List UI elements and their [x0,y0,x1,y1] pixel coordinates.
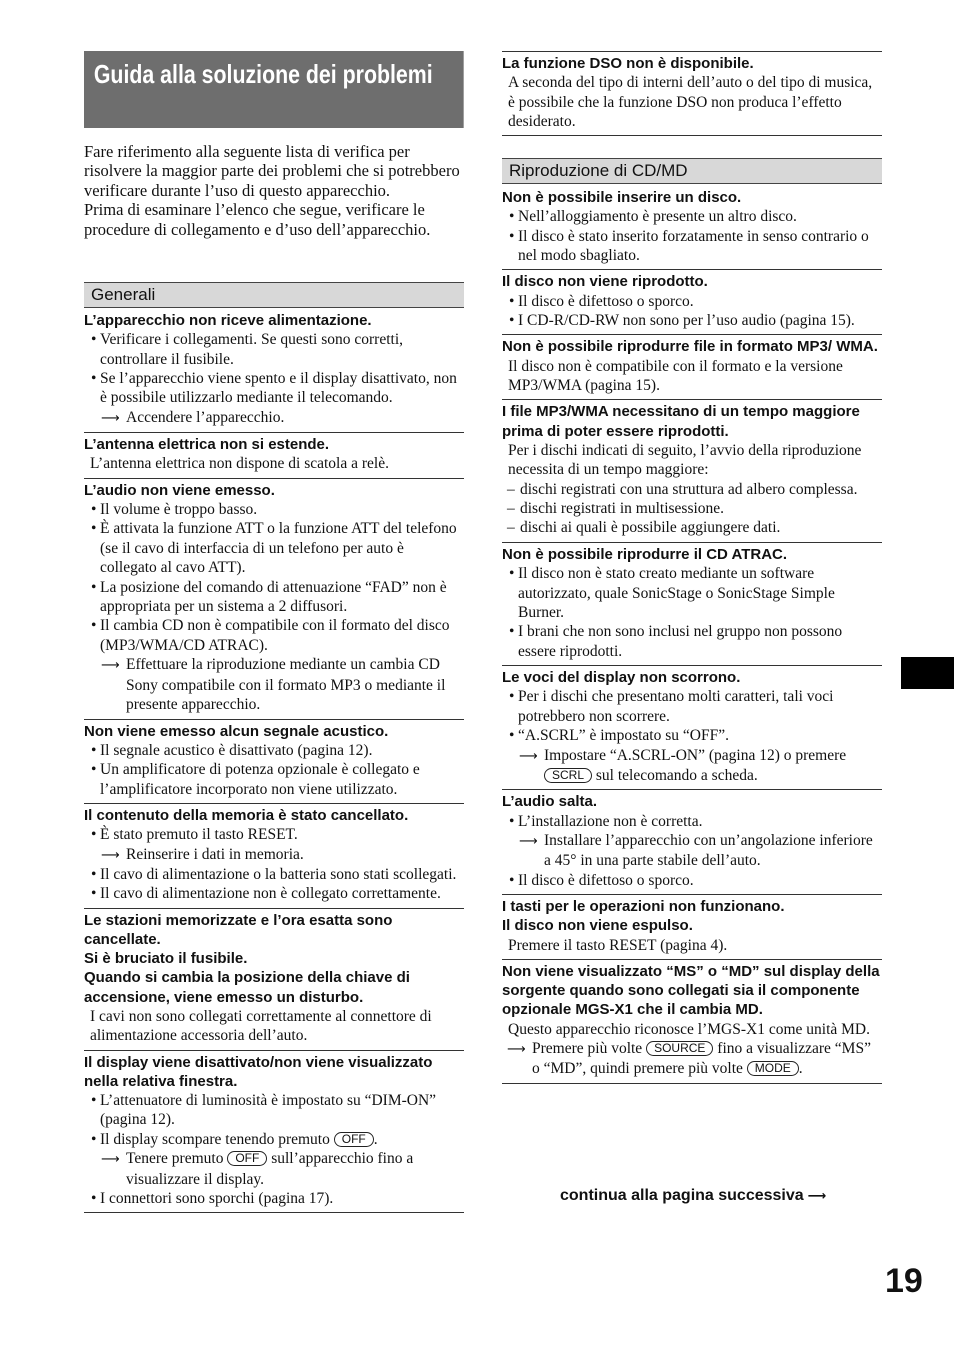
block-heading: I tasti per le operazioni non funzionano. [502,898,785,916]
troubleshooting-block [84,479,464,720]
bullet-item: • Il volume è troppo basso. [84,500,464,519]
troubleshooting-block [502,895,882,960]
body-text: Questo apparecchio riconosce l’MGS-X1 come unità MD. [508,1020,870,1038]
remedy-item: ⟶ Impostare “A.SCRL-ON” (pagina 12) o premere SCRL sul telecomando a scheda. [519,746,847,784]
arrow-right-icon: ⟶ [101,410,120,426]
block-heading: La funzione DSO non è disponibile. [502,55,754,72]
body-text: A seconda del tipo di interni dell’auto o del tipo di musica, è possibile che la funzione DSO non produca l’effetto desiderato. [508,74,873,131]
button-key-label: SCRL [544,768,592,783]
button-key-label: SOURCE [646,1041,713,1056]
arrow-right-icon: ⟶ [101,1152,120,1168]
arrow-right-icon: ⟶ [507,1042,526,1058]
bullet-item: • I connettori sono sporchi (pagina 17). [84,1189,464,1208]
remedy-item: ⟶ Installare l’apparecchio con un’angolazione inferiore a 45° in una parte stabile dell’auto. [519,831,873,870]
troubleshooting-block [502,790,882,895]
bullet-item: • L’installazione non è corretta. [502,812,882,831]
bullet-item: • Il disco non è stato creato mediante un software autorizzato, quale SonicStage o SonicStage Simple Burner. [502,564,882,622]
continue-note [560,1187,826,1205]
body-text: Il disco non è compatibile con il formato e la versione MP3/WMA (pagina 15). [508,357,843,395]
troubleshooting-block [84,309,464,433]
page-number: 19 [885,1262,923,1300]
section-header-generali: Generali [84,282,464,308]
button-key-label: OFF [227,1151,267,1166]
section-header-cdmd: Riproduzione di CD/MD [502,158,882,184]
block-heading: Il disco non viene espulso. [502,917,693,935]
troubleshooting-block [502,52,882,136]
right-troubleshooting-list [502,186,882,1084]
block-heading: Non viene emesso alcun segnale acustico. [84,722,389,740]
dash-item: – dischi ai quali è possibile aggiungere dati. [502,518,882,537]
bullet-item: • Il cavo di alimentazione non è collegato correttamente. [84,884,464,903]
block-heading: Non è possibile inserire un disco. [502,189,742,206]
language-tab-marker [901,657,954,689]
bullet-item: • Il display scompare tenendo premuto OFF . [84,1130,464,1149]
block-heading: Le voci del display non scorrono. [502,669,741,687]
remedy-item: ⟶ Reinserire i dati in memoria. [84,845,464,865]
block-heading: L’audio non viene emesso. [84,481,275,499]
page-title: Guida alla soluzione dei problemi [84,51,464,128]
bullet-item: • “A.SCRL” è impostato su “OFF”. [502,726,882,745]
intro-paragraph: Fare riferimento alla seguente lista di verifica per risolvere la maggior parte dei problemi che si potrebbero verificare durante l’uso di questo apparecchio. [84,142,460,200]
bullet-item: • Il disco è difettoso o sporco. [502,871,882,890]
left-troubleshooting-list [84,309,464,1213]
dash-item: – dischi registrati in multisessione. [502,499,882,518]
block-heading: Non è possibile riprodurre file in formato MP3/ WMA. [502,338,878,356]
block-heading: Non viene visualizzato “MS” o “MD” sul display della sorgente quando sono collegati sia il componente opzionale MGS-X1 che il cambia MD. [502,963,880,1019]
bullet-item: • I CD-R/CD-RW non sono per l’uso audio (pagina 15). [502,311,882,330]
troubleshooting-block [84,720,464,804]
troubleshooting-block [502,400,882,542]
continue-text: continua alla pagina successiva [560,1187,804,1204]
arrow-right-icon: ⟶ [519,748,538,764]
bullet-item: • È stato premuto il tasto RESET. [84,825,464,844]
bullet-item: • Per i dischi che presentano molti caratteri, tali voci potrebbero non scorrere. [502,687,882,726]
troubleshooting-block [502,186,882,270]
arrow-right-icon: ⟶ [101,658,120,674]
arrow-right-icon: ⟶ [807,1189,827,1204]
block-heading: L’apparecchio non riceve alimentazione. [84,312,372,329]
remedy-item: ⟶ Effettuare la riproduzione mediante un cambia CD Sony compatibile con il formato MP3 o mediante il presente apparecchio. [101,656,446,714]
bullet-item: • La posizione del comando di attenuazione “FAD” non è appropriata per un sistema a 2 diffusori. [84,578,464,617]
button-key-label: MODE [747,1061,799,1076]
block-heading: Non è possibile riprodurre il CD ATRAC. [502,545,788,563]
intro-text [84,142,468,239]
remedy-item: ⟶ Accendere l’apparecchio. [84,408,464,428]
bullet-item: • Nell’alloggiamento è presente un altro disco. [502,207,882,226]
troubleshooting-block [502,960,882,1084]
body-text: Premere il tasto RESET (pagina 4). [508,936,728,954]
block-heading: L’audio salta. [502,793,598,811]
bullet-item: • Il segnale acustico è disattivato (pagina 12). [84,741,464,760]
troubleshooting-block [84,804,464,909]
body-text: Per i dischi indicati di seguito, l’avvio della riproduzione necessita di un tempo maggiore: [508,441,862,479]
arrow-right-icon: ⟶ [519,833,538,849]
button-key-label: OFF [334,1132,374,1147]
arrow-right-icon: ⟶ [101,847,120,863]
bullet-item: • Un amplificatore di potenza opzionale è collegato e l’amplificatore incorporato non viene utilizzato. [84,760,464,799]
troubleshooting-block [84,433,464,479]
block-heading: Il display viene disattivato/non viene visualizzato nella relativa finestra. [84,1053,433,1090]
troubleshooting-block [502,543,882,666]
troubleshooting-block [502,270,882,335]
bullet-item: • L’attenuatore di luminosità è impostato su “DIM-ON” (pagina 12). [84,1091,464,1130]
bullet-item: • È attivata la funzione ATT o la funzione ATT del telefono (se il cavo di interfaccia di un telefono per auto è collegato al cavo ATT). [84,519,464,577]
bullet-item: • Il disco è stato inserito forzatamente in senso contrario o nel modo sbagliato. [502,227,882,266]
block-heading: Quando si cambia la posizione della chiave di accensione, viene emesso un disturbo. [84,969,410,1006]
troubleshooting-block [502,666,882,790]
block-heading: Il contenuto della memoria è stato cancellato. [84,806,409,824]
dash-item: – dischi registrati con una struttura ad albero complessa. [502,480,882,499]
block-heading: Il disco non viene riprodotto. [502,273,708,291]
body-text: I cavi non sono collegati correttamente al connettore di alimentazione accessoria dell’auto. [90,1007,432,1045]
block-heading: L’antenna elettrica non si estende. [84,436,330,454]
bullet-item: • Il disco è difettoso o sporco. [502,292,882,311]
bullet-item: • Se l’apparecchio viene spento e il display disattivato, non è possibile utilizzarlo mediante il telecomando. [84,369,464,408]
remedy-item: ⟶ Tenere premuto OFF sull’apparecchio fino a visualizzare il display. [101,1150,414,1188]
troubleshooting-block [502,335,882,400]
block-heading: Le stazioni memorizzate e l’ora esatta sono cancellate. [84,911,393,948]
intro-paragraph: Prima di esaminare l’elenco che segue, verificare le procedure di collegamento e d’uso dell’apparecchio. [84,200,431,239]
block-heading: I file MP3/WMA necessitano di un tempo maggiore prima di poter essere riprodotti. [502,403,860,440]
remedy-item: ⟶ Premere più volte SOURCE fino a visualizzare “MS” o “MD”, quindi premere più volte MODE . [507,1040,871,1078]
block-heading: Si è bruciato il fusibile. [84,950,248,968]
dso-block [502,52,882,136]
bullet-item: • Il cavo di alimentazione o la batteria sono stati scollegati. [84,865,464,884]
troubleshooting-block [84,1051,464,1214]
bullet-item: • Verificare i collegamenti. Se questi sono corretti, controllare il fusibile. [84,330,464,369]
body-text: L’antenna elettrica non dispone di scatola a relè. [90,455,389,473]
bullet-item: • I brani che non sono inclusi nel gruppo non possono essere riprodotti. [502,622,882,661]
bullet-item: • Il cambia CD non è compatibile con il formato del disco (MP3/WMA/CD ATRAC). [84,616,464,655]
troubleshooting-block [84,909,464,1051]
